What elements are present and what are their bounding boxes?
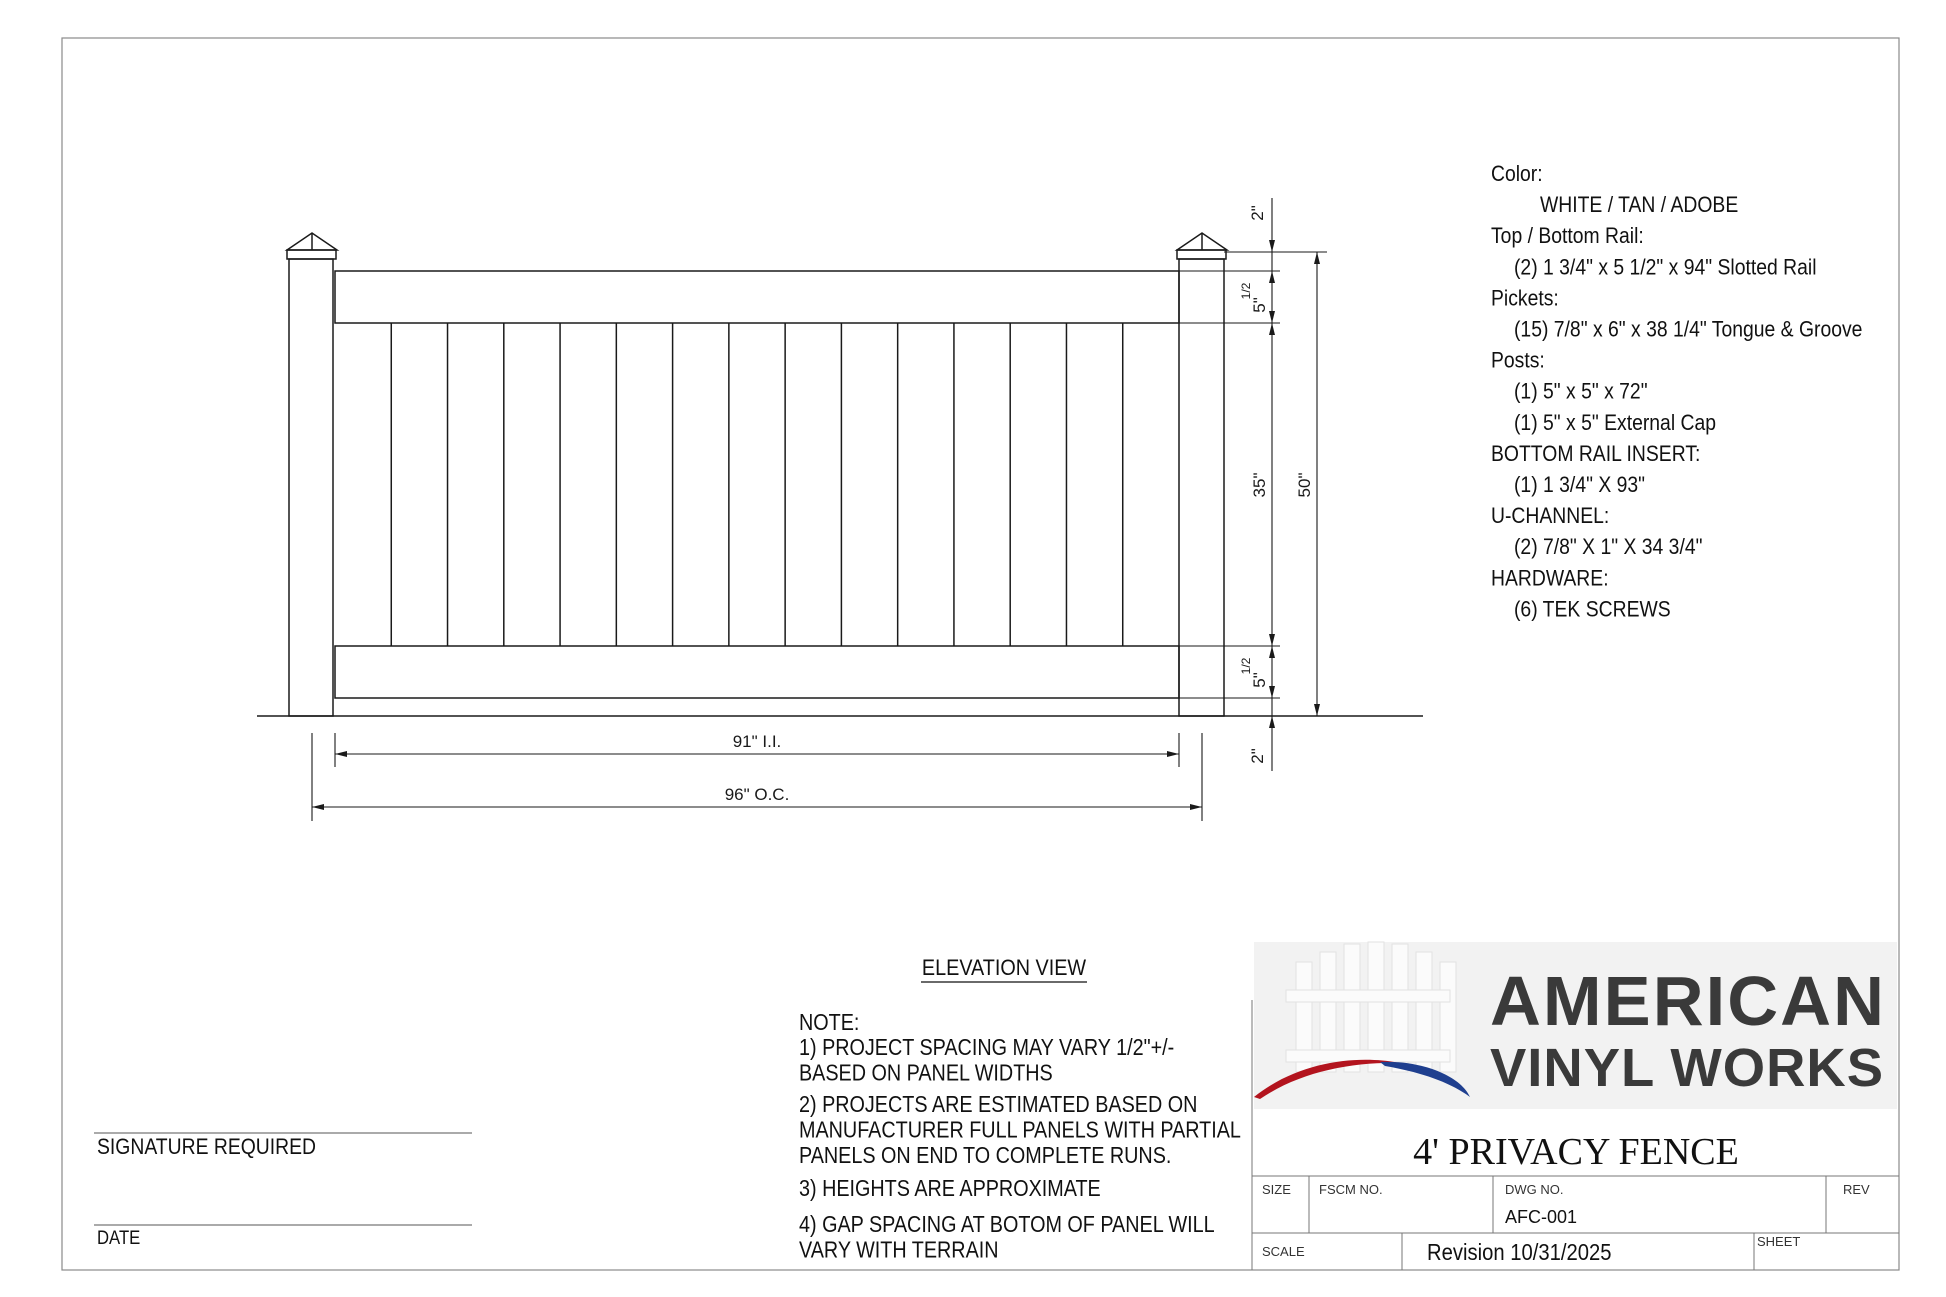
date-label: DATE bbox=[97, 1227, 141, 1249]
materials-heading: BOTTOM RAIL INSERT: bbox=[1491, 441, 1701, 467]
fence-elevation bbox=[257, 233, 1423, 716]
dim-top-rail: 5" bbox=[1250, 297, 1269, 313]
note-line: 4) GAP SPACING AT BOTOM OF PANEL WILL bbox=[798, 1211, 1215, 1238]
materials-item: WHITE / TAN / ADOBE bbox=[1540, 192, 1739, 218]
dimension-labels bbox=[725, 205, 1314, 804]
materials-heading: Color: bbox=[1491, 161, 1543, 187]
note-line: VARY WITH TERRAIN bbox=[798, 1237, 999, 1263]
materials-heading: U-CHANNEL: bbox=[1491, 503, 1610, 529]
logo-text-american: AMERICAN bbox=[1490, 962, 1886, 1040]
note-line: 2) PROJECTS ARE ESTIMATED BASED ON bbox=[798, 1091, 1198, 1118]
pickets bbox=[391, 323, 1122, 646]
signature-label: SIGNATURE REQUIRED bbox=[97, 1134, 317, 1160]
note-line: MANUFACTURER FULL PANELS WITH PARTIAL bbox=[798, 1117, 1241, 1143]
materials-item: (1) 5" x 5" External Cap bbox=[1514, 410, 1717, 436]
rev-label: REV bbox=[1843, 1182, 1870, 1197]
notes-heading: NOTE: bbox=[798, 1009, 860, 1036]
sheet-label: SHEET bbox=[1757, 1234, 1801, 1249]
dim-top-gap: 2" bbox=[1248, 205, 1267, 221]
dwg-no-value: AFC-001 bbox=[1505, 1207, 1578, 1227]
materials-item: (2) 1 3/4" x 5 1/2" x 94" Slotted Rail bbox=[1514, 255, 1817, 280]
right-post-cap bbox=[1177, 250, 1226, 259]
left-post-cap bbox=[287, 250, 336, 259]
note-line: 3) HEIGHTS ARE APPROXIMATE bbox=[798, 1175, 1101, 1202]
materials-list bbox=[1491, 162, 1862, 622]
dimensions bbox=[312, 198, 1327, 821]
logo-text-vinyl-works: VINYL WORKS bbox=[1490, 1038, 1884, 1098]
dim-bottom-rail-fraction: 1/2 bbox=[1239, 657, 1253, 675]
materials-item: (15) 7/8" x 6" x 38 1/4" Tongue & Groove bbox=[1514, 317, 1863, 342]
revision-date: Revision 10/31/2025 bbox=[1427, 1238, 1612, 1266]
notes-block bbox=[799, 1010, 1241, 1263]
dim-overall-height: 50" bbox=[1295, 472, 1314, 498]
scale-label: SCALE bbox=[1262, 1244, 1305, 1259]
dim-bottom-rail: 5" bbox=[1250, 672, 1269, 688]
title-block bbox=[1252, 942, 1899, 1270]
materials-heading: Posts: bbox=[1491, 348, 1545, 373]
dim-top-rail-fraction: 1/2 bbox=[1239, 282, 1253, 300]
note-line: PANELS ON END TO COMPLETE RUNS. bbox=[798, 1142, 1172, 1169]
drawing-title: 4' PRIVACY FENCE bbox=[1413, 1131, 1739, 1173]
right-post bbox=[1179, 259, 1224, 716]
dim-on-center: 96" O.C. bbox=[724, 785, 790, 804]
elevation-view-title: ELEVATION VIEW bbox=[921, 956, 1087, 981]
dim-bottom-gap: 2" bbox=[1248, 748, 1267, 764]
dwg-no-label: DWG NO. bbox=[1505, 1182, 1564, 1197]
materials-item: (6) TEK SCREWS bbox=[1514, 597, 1671, 622]
note-line: 1) PROJECT SPACING MAY VARY 1/2"+/- bbox=[798, 1034, 1175, 1061]
view-title bbox=[921, 956, 1087, 982]
fscm-label: FSCM NO. bbox=[1319, 1182, 1383, 1197]
dim-inside-width: 91" I.I. bbox=[732, 732, 782, 751]
dimension-arrows bbox=[312, 240, 1320, 810]
left-post bbox=[289, 259, 333, 716]
bottom-rail bbox=[335, 646, 1179, 698]
materials-item: (1) 5" x 5" x 72" bbox=[1514, 379, 1648, 405]
materials-item: (2) 7/8" X 1" X 34 3/4" bbox=[1514, 535, 1703, 560]
materials-item: (1) 1 3/4" X 93" bbox=[1514, 472, 1646, 498]
materials-heading: Top / Bottom Rail: bbox=[1491, 224, 1644, 249]
dim-picket-height: 35" bbox=[1250, 472, 1269, 498]
materials-heading: Pickets: bbox=[1491, 286, 1559, 311]
note-line: BASED ON PANEL WIDTHS bbox=[798, 1060, 1053, 1086]
materials-heading: HARDWARE: bbox=[1491, 566, 1609, 591]
top-rail bbox=[335, 271, 1179, 323]
logo-fence-graphic bbox=[1286, 942, 1456, 1072]
size-label: SIZE bbox=[1262, 1182, 1291, 1197]
